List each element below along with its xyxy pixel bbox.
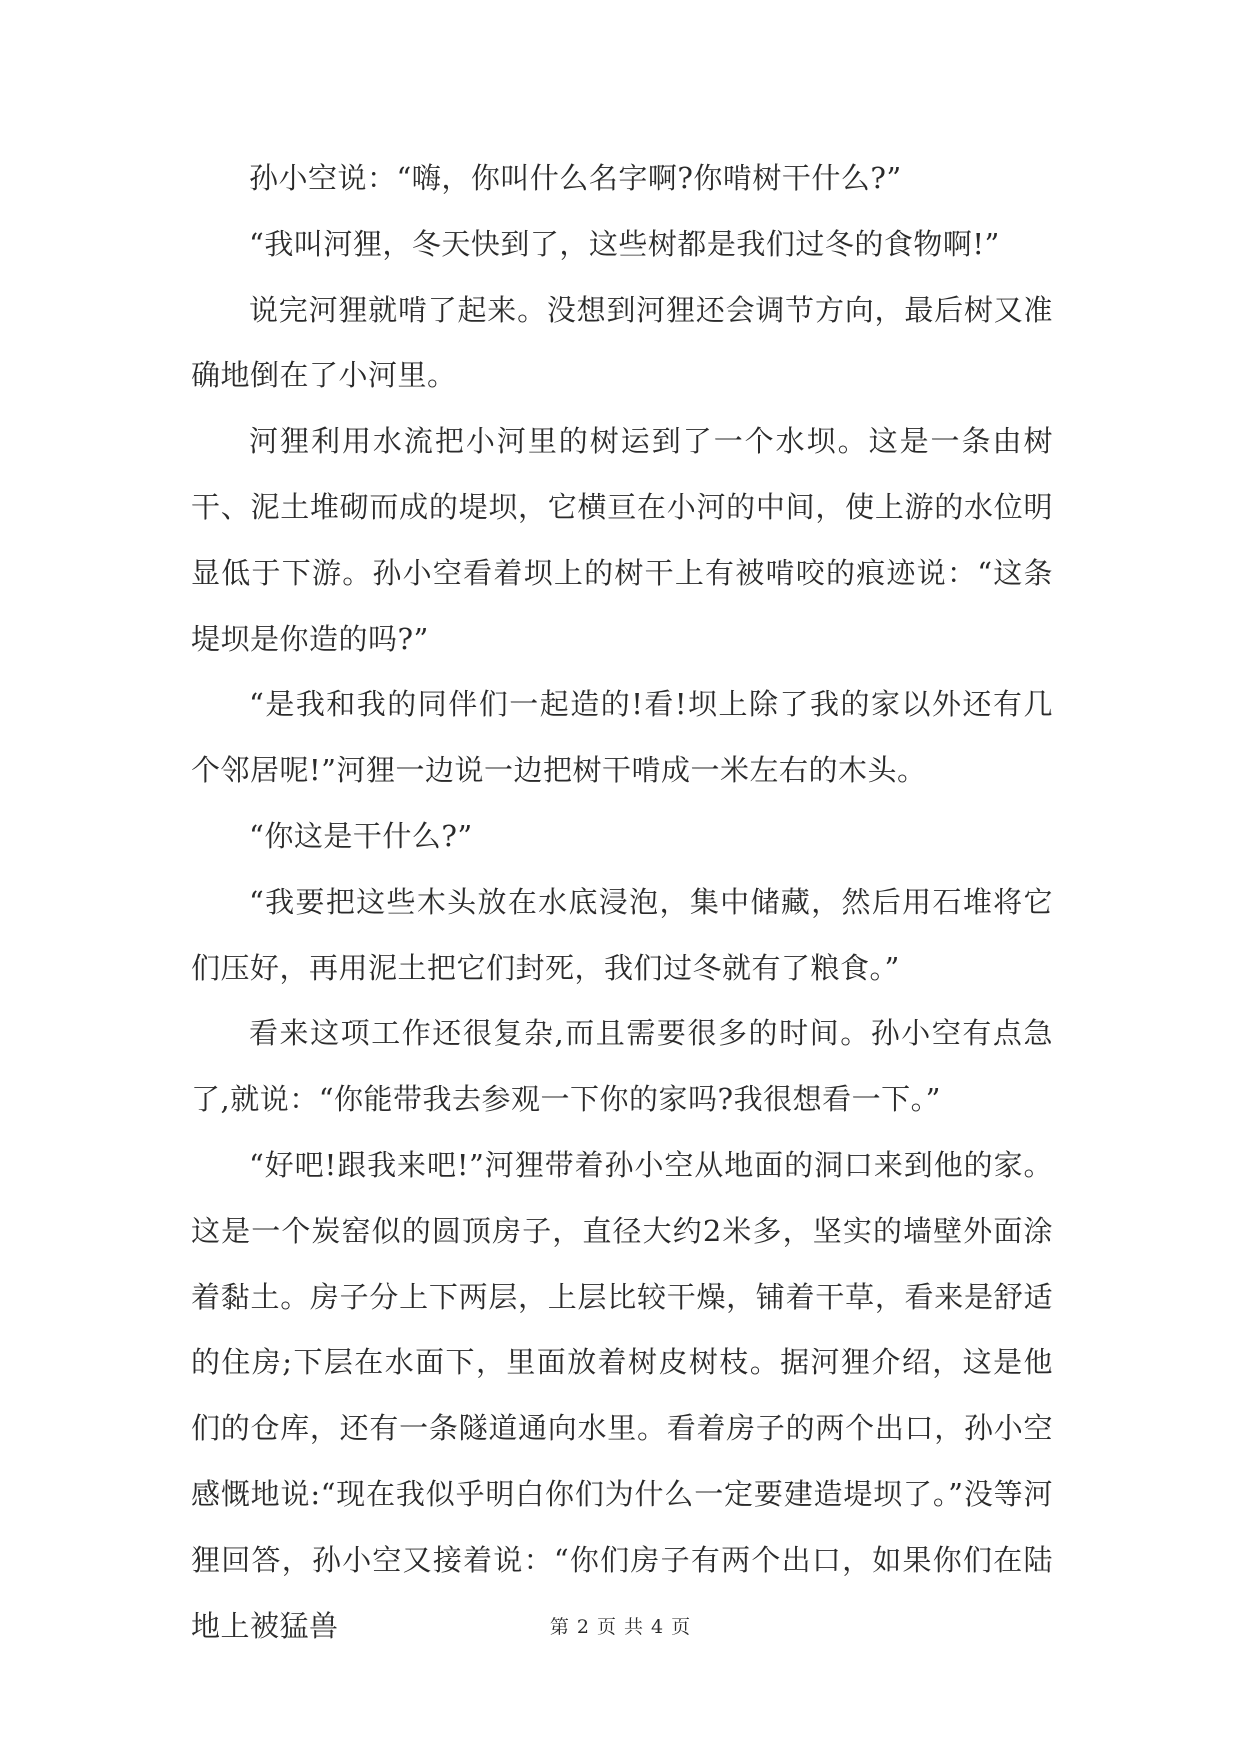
paragraph-6: “你这是干什么?” <box>249 818 473 853</box>
paragraph-3: 说完河狸就啃了起来。没想到河狸还会调节方向，最后树又准确地倒在了小河里。 <box>191 292 1053 393</box>
paragraph-9: “好吧!跟我来吧!”河狸带着孙小空从地面的洞口来到他的家。这是一个炭窑似的圆顶房子，直径大约2米多，坚实的墙壁外面涂着黏土。房子分上下两层，上层比较干燥，铺着干草，看来是舒适的住房;下层在水面下，里面放着树皮树枝。据河狸介绍，这是他们的仓库，还有一条隧道通向水里。看着房子的两个出口，孙小空感慨地说:“现在我似乎明白你们为什么一定要建造堤坝了。”没等河狸回答，孙小空又接着说：“你们房子有两个出口，如果你们在陆地上被猛兽 <box>191 1147 1053 1643</box>
paragraph-5: “是我和我的同伴们一起造的!看!坝上除了我的家以外还有几个邻居呢!”河狸一边说一边把树干啃成一米左右的木头。 <box>191 687 1053 788</box>
body-text <box>191 146 1053 1659</box>
paragraph-8: 看来这项工作还很复杂,而且需要很多的时间。孙小空有点急了,就说：“你能带我去参观一下你的家吗?我很想看一下。” <box>191 1016 1053 1117</box>
paragraph-4: 河狸利用水流把小河里的树运到了一个水坝。这是一条由树干、泥土堆砌而成的堤坝，它横亘在小河的中间，使上游的水位明显低于下游。孙小空看着坝上的树干上有被啃咬的痕迹说：“这条堤坝是你造的吗?” <box>191 424 1053 656</box>
page-footer: 第 2 页 共 4 页 <box>549 1616 692 1638</box>
paragraph-2: “我叫河狸，冬天快到了，这些树都是我们过冬的食物啊!” <box>249 226 1000 261</box>
paragraph-1: 孙小空说：“嗨，你叫什么名字啊?你啃树干什么?” <box>249 161 902 195</box>
paragraph-7: “我要把这些木头放在水底浸泡，集中储藏，然后用石堆将它们压好，再用泥土把它们封死，我们过冬就有了粮食。” <box>191 884 1053 985</box>
